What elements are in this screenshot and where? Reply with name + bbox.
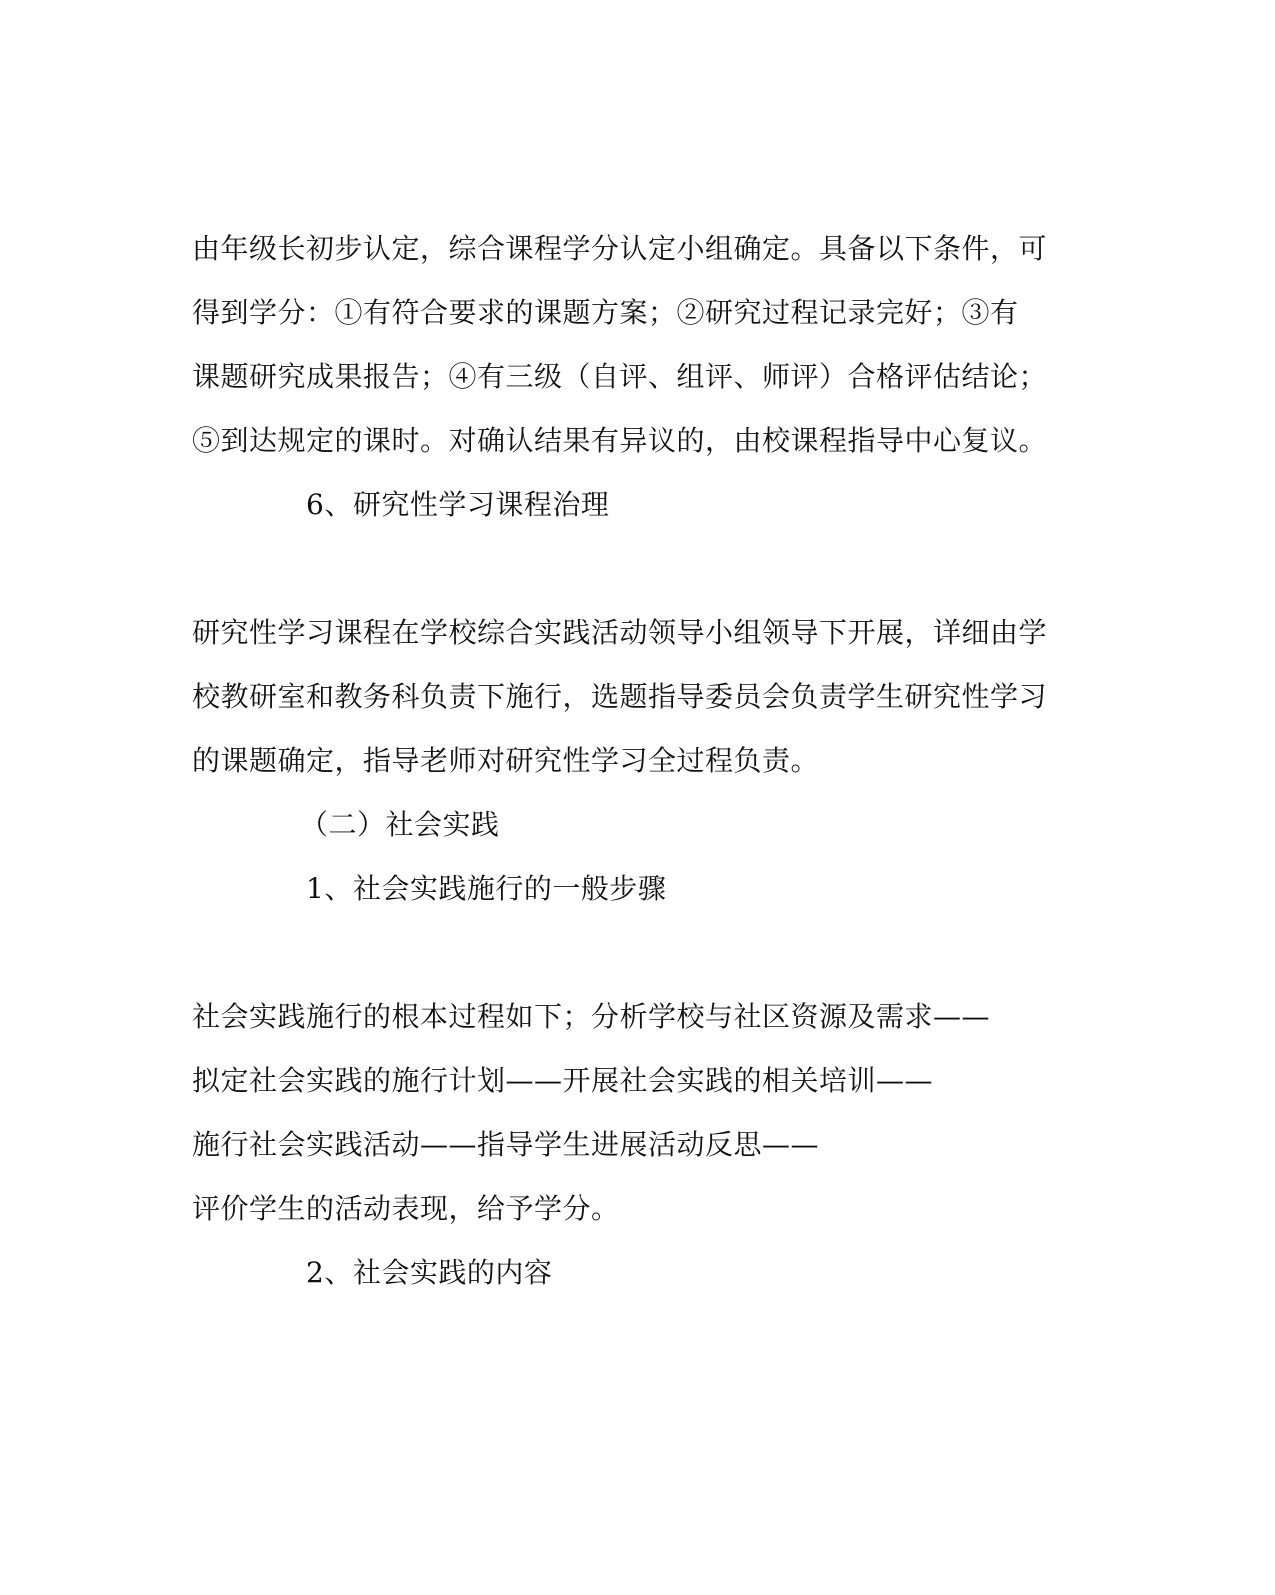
paragraph-2-line-3: 的课题确定，指导老师对研究性学习全过程负责。 xyxy=(192,744,820,777)
paragraph-3-line-2: 拟定社会实践的施行计划——开展社会实践的相关培训—— xyxy=(192,1064,934,1097)
paragraph-3-line-4: 评价学生的活动表现，给予学分。 xyxy=(192,1192,620,1225)
paragraph-1-line-3: 课题研究成果报告；④有三级（自评、组评、师评）合格评估结论； xyxy=(192,360,1048,393)
paragraph-1-line-2: 得到学分：①有符合要求的课题方案；②研究过程记录完好；③有 xyxy=(192,296,1019,329)
paragraph-2-line-2: 校教研室和教务科负责下施行，选题指导委员会负责学生研究性学习 xyxy=(192,680,1048,713)
section-title-social-practice: （二）社会实践 xyxy=(300,808,500,841)
paragraph-3-line-3: 施行社会实践活动——指导学生进展活动反思—— xyxy=(192,1128,820,1161)
paragraph-1-line-1: 由年级长初步认定，综合课程学分认定小组确定。具备以下条件，可 xyxy=(192,232,1048,265)
section-heading-2: 2、社会实践的内容 xyxy=(306,1256,553,1289)
paragraph-1-line-4: ⑤到达规定的课时。对确认结果有异议的，由校课程指导中心复议。 xyxy=(192,424,1048,457)
section-heading-1: 1、社会实践施行的一般步骤 xyxy=(306,872,667,905)
section-heading-6: 6、研究性学习课程治理 xyxy=(306,488,610,521)
paragraph-2-line-1: 研究性学习课程在学校综合实践活动领导小组领导下开展，详细由学 xyxy=(192,616,1048,649)
paragraph-3-line-1: 社会实践施行的根本过程如下；分析学校与社区资源及需求—— xyxy=(192,1000,991,1033)
